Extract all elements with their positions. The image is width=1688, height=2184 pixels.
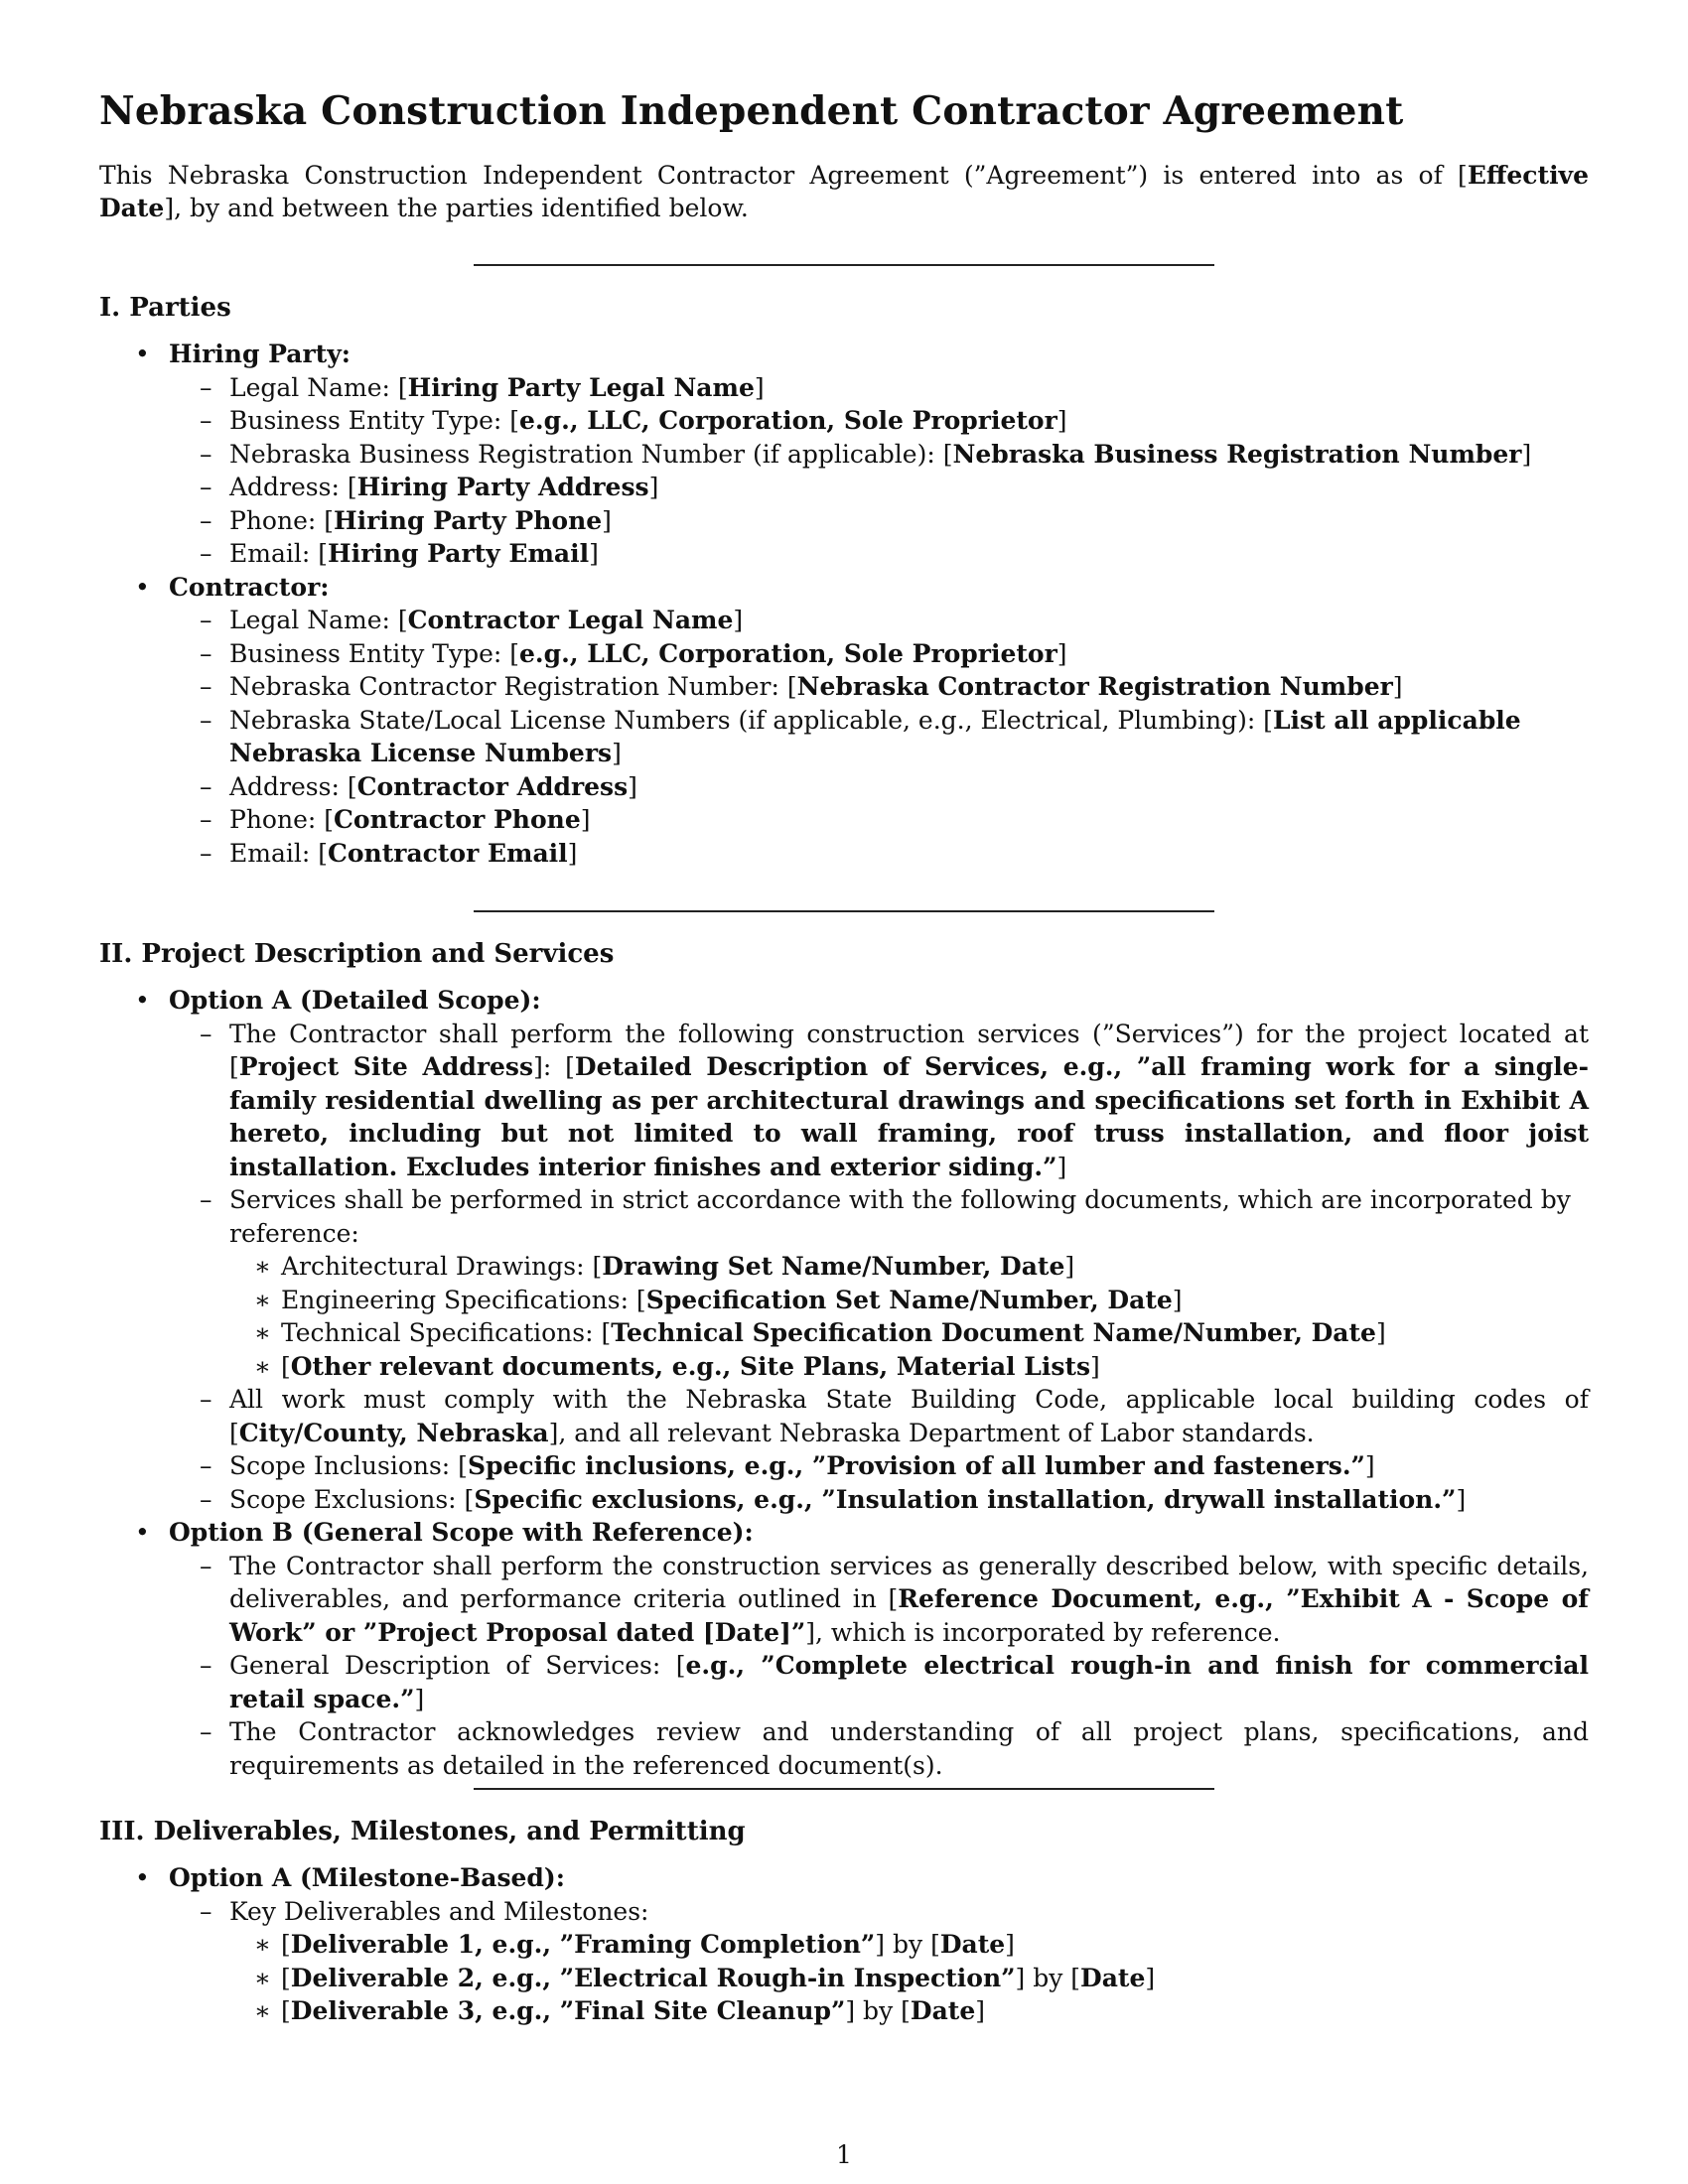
list-item: – Services shall be performed in strict accordance with the following documents, which are incorporated by reference: ∗ Architectural Drawings: [Drawing Set Name/Number, Date] ∗ Engineering Specifications: [Specification Set Name/Number, Date] ∗ Technical Specifications: [Technical Specification Document Name/Number, Date] ∗ [Other relevant documents, e.g., Site Plans, Material Lists] [169, 1183, 1589, 1383]
list-item: – Nebraska Contractor Registration Number: [Nebraska Contractor Registration Number] [169, 670, 1589, 704]
section-divider [474, 1788, 1214, 1790]
option-b-details [169, 1550, 1589, 1783]
document-title: Nebraska Construction Independent Contractor Agreement [99, 88, 1404, 134]
reference-documents-list [229, 1250, 1589, 1383]
hiring-party-fields [169, 371, 1589, 571]
contractor-label: Contractor: [169, 572, 330, 602]
list-item: – Business Entity Type: [e.g., LLC, Corporation, Sole Proprietor] [169, 637, 1589, 671]
hiring-party-label: Hiring Party: [169, 340, 351, 368]
list-item: – All work must comply with the Nebraska State Building Code, applicable local building codes of [City/County, Nebraska], and all relevant Nebraska Department of Labor standards. [169, 1383, 1589, 1449]
milestones-list [229, 1928, 1589, 2028]
section-divider [474, 264, 1214, 266]
parties-list [99, 338, 1589, 870]
list-item: – Address: [Hiring Party Address] [169, 471, 1589, 504]
list-item: ∗ [Deliverable 3, e.g., ”Final Site Cleanup”] by [Date] [229, 1994, 1589, 2028]
contractor-item [99, 571, 1589, 871]
list-item: ∗ Architectural Drawings: [Drawing Set Name/Number, Date] [229, 1250, 1589, 1284]
page-number: 1 [836, 2140, 852, 2169]
list-item: ∗ Engineering Specifications: [Specification Set Name/Number, Date] [229, 1284, 1589, 1317]
section-heading: II. Project Description and Services [99, 939, 615, 969]
list-item: – The Contractor shall perform the following construction services (”Services”) for the project located at [Project Site Address]: [Detailed Description of Services, e.g., ”all framing work for a single-family residential dwelling as per architectural drawings and specifications set forth in Exhibit A hereto, including but not limited to wall framing, roof truss installation, and floor joist installation. Excludes interior finishes and exterior siding.”] [169, 1018, 1589, 1184]
hiring-party-item [99, 338, 1589, 571]
list-item: – Scope Inclusions: [Specific inclusions, e.g., ”Provision of all lumber and fasteners.”] [169, 1449, 1589, 1483]
option-a-item [99, 1861, 1589, 2028]
list-item: – Email: [Hiring Party Email] [169, 537, 1589, 571]
list-item: – Phone: [Hiring Party Phone] [169, 504, 1589, 538]
list-item: – Key Deliverables and Milestones: ∗ [Deliverable 1, e.g., ”Framing Completion”] by [Date] ∗ [Deliverable 2, e.g., ”Electrical Rough-in Inspection”] by [Date] ∗ [Deliverable 3, e.g., ”Final Site Cleanup”] by [Date] [169, 1895, 1589, 2028]
list-item: – Nebraska State/Local License Numbers (if applicable, e.g., Electrical, Plumbing): [List all applicable Nebraska License Numbers] [169, 704, 1589, 770]
list-item: – Scope Exclusions: [Specific exclusions, e.g., ”Insulation installation, drywall installation.”] [169, 1483, 1589, 1517]
intro-text: This Nebraska Construction Independent Contractor Agreement (”Agreement”) is entered into as of [ [99, 161, 1468, 190]
contractor-fields [169, 604, 1589, 870]
section-parties [99, 291, 1589, 870]
option-a-details [169, 1895, 1589, 2028]
intro-paragraph [99, 159, 1589, 224]
list-item: ∗ [Deliverable 1, e.g., ”Framing Completion”] by [Date] [229, 1928, 1589, 1962]
option-a-item [99, 984, 1589, 1516]
list-item: ∗ [Deliverable 2, e.g., ”Electrical Rough-in Inspection”] by [Date] [229, 1962, 1589, 1995]
section-heading: III. Deliverables, Milestones, and Permitting [99, 1817, 746, 1846]
option-b-label: Option B (General Scope with Reference): [169, 1518, 754, 1547]
list-item: – Legal Name: [Hiring Party Legal Name] [169, 371, 1589, 405]
list-item: ∗ [Other relevant documents, e.g., Site Plans, Material Lists] [229, 1350, 1589, 1384]
option-a-label: Option A (Detailed Scope): [169, 986, 541, 1015]
section-divider [474, 910, 1214, 912]
section-heading: I. Parties [99, 293, 231, 323]
effective-date-placeholder: Effective Date [99, 161, 1589, 222]
option-b-item [99, 1516, 1589, 1782]
list-item: – General Description of Services: [e.g., ”Complete electrical rough-in and finish for commercial retail space.”] [169, 1649, 1589, 1715]
section-project-description [99, 937, 1589, 1782]
deliverables-options-list [99, 1861, 1589, 2028]
list-item: ∗ Technical Specifications: [Technical Specification Document Name/Number, Date] [229, 1316, 1589, 1350]
option-a-details [169, 1018, 1589, 1517]
scope-options-list [99, 984, 1589, 1782]
list-item: – The Contractor shall perform the construction services as generally described below, with specific details, deliverables, and performance criteria outlined in [Reference Document, e.g., ”Exhibit A - Scope of Work” or ”Project Proposal dated [Date]”], which is incorporated by reference. [169, 1550, 1589, 1650]
list-item: – Email: [Contractor Email] [169, 837, 1589, 871]
list-item: – Nebraska Business Registration Number (if applicable): [Nebraska Business Registration Number] [169, 438, 1589, 472]
list-item: – Business Entity Type: [e.g., LLC, Corporation, Sole Proprietor] [169, 404, 1589, 438]
list-item: – Legal Name: [Contractor Legal Name] [169, 604, 1589, 637]
section-deliverables [99, 1815, 1589, 2028]
list-item: – Address: [Contractor Address] [169, 770, 1589, 804]
list-item: – The Contractor acknowledges review and understanding of all project plans, specifications, and requirements as detailed in the referenced document(s). [169, 1715, 1589, 1782]
option-a-label: Option A (Milestone-Based): [169, 1863, 565, 1892]
list-item: – Phone: [Contractor Phone] [169, 803, 1589, 837]
intro-text-end: ], by and between the parties identified below. [164, 194, 749, 222]
